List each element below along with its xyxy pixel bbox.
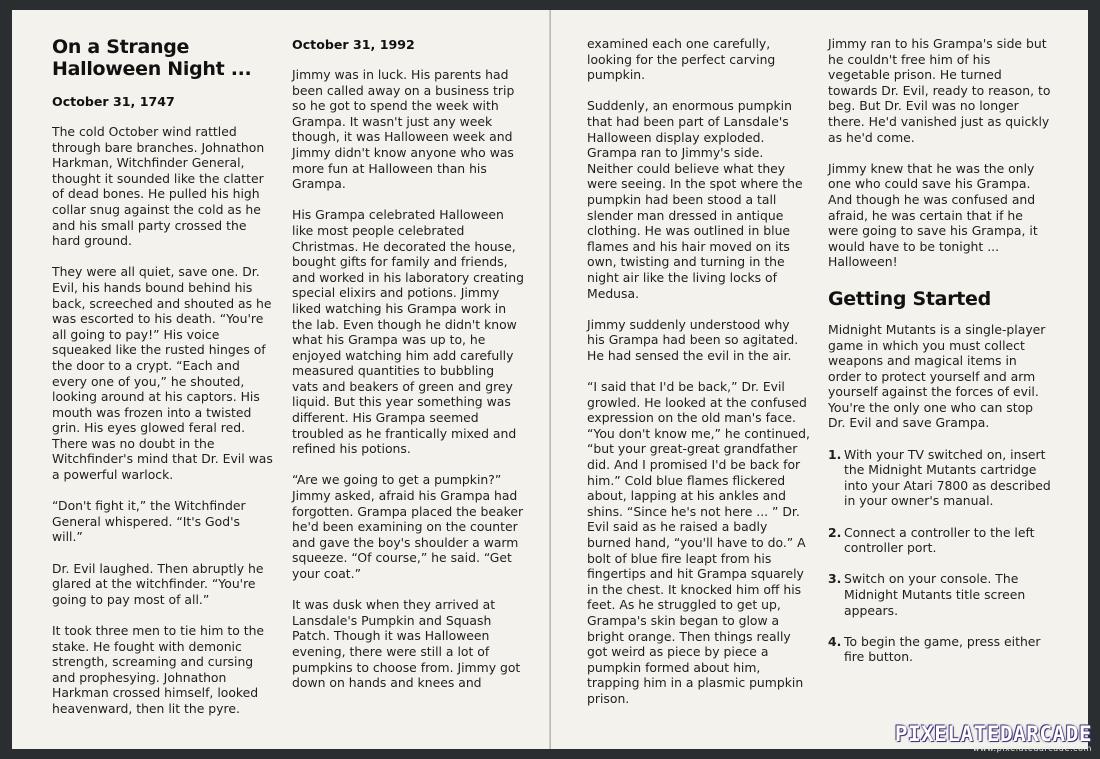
paragraph: Suddenly, an enormous pumpkin that had been part of Lansdale's Halloween display exploded. Grampa ran to Jimmy's side. Neither could believe what they were seeing. In the spot where the pumpkin had been stood a tall slender man dressed in antique clothing. He was outlined in blue flames and his hair moved on its own, twisting and turning in the night air like the living locks of Medusa.: [587, 98, 803, 301]
step-number: 3.: [828, 571, 842, 587]
intro-paragraph: Midnight Mutants is a single-player game in which you must collect weapons and magical items in order to protect yourself and arm yourself against the forces of evil. You're the only one who can stop Dr. Evil and save Grampa.: [828, 321, 1046, 431]
paragraph: His Grampa celebrated Halloween like most people celebrated Christmas. He decorated the house, bought gifts for family and friends, and worked in his laboratory creating special elixirs and potions. Jimmy liked watching his Grampa work in the lab. Even though he didn't know what his Grampa was up to, he enjoyed watching him add carefully measured quantities to bubbling vats and beakers of green and grey liquid. But this year something was different. His Grampa seemed troubled as he frantically mixed and refined his potions.: [292, 207, 524, 457]
paragraph: Jimmy was in luck. His parents had been called away on a business trip so he got to spend the week with Grampa. It wasn't just any week though, it was Halloween week and Jimmy didn't know anyone who was more fun at Halloween than his Grampa.: [292, 67, 515, 192]
paragraph: Jimmy ran to his Grampa's side but he couldn't free him of his vegetable prison. He turned towards Dr. Evil, ready to reason, to beg. But Dr. Evil was no longer there. He'd vanished just as quickly as he'd come.: [828, 36, 1051, 145]
paragraph: “Are we going to get a pumpkin?” Jimmy asked, afraid his Grampa had forgotten. Grampa placed the beaker he'd been examining on the counter and gave the boy's shoulder a warm squeeze. “Of course,” he said. “Get your coat.”: [292, 472, 524, 581]
paragraph: Jimmy knew that he was the only one who could save his Grampa. And though he was confused and afraid, he was certain that if he were going to save his Grampa, it would have to be tonight ... Halloween!: [828, 160, 1038, 270]
paragraph: “I said that I'd be back,” Dr. Evil growled. He looked at the confused expression on the old man's face. “You don't know me,” he continued, “but your great-great grandfather did. And I promised I'd be back for him.” Cold blue flames flickered about, lapping at his ankles and shins. “Since he's not here ... ” Dr. Evil said as he raised a badly burned hand, “you'll have to do.” A bolt of blue fire leapt from his fingertips and hit Grampa squarely in the chest. It knocked him off his feet. As he struggled to get up, Grampa's skin began to glow a bright orange. Then things really got weird as piece by piece a pumpkin formed about him, trapping him in a plasmic pumpkin prison.: [587, 379, 810, 706]
paragraph: It took three men to tie him to the stake. He fought with demonic strength, screaming and cursing and prophesying. Johnathon Harkman crossed himself, looked heavenward, then lit the pyre.: [52, 623, 265, 716]
steps-list: [828, 447, 1053, 665]
watermark-logo-text: PIXELATEDARCADE: [894, 722, 1092, 746]
paragraph: examined each one carefully, looking for the perfect carving pumpkin.: [587, 36, 776, 83]
paragraph: Jimmy suddenly understood why his Grampa had been so agitated. He had sensed the evil in the air.: [587, 316, 799, 363]
step-item: [828, 571, 1053, 618]
step-item: [828, 447, 1053, 509]
right-column-1: [587, 36, 811, 722]
paragraph: They were all quiet, save one. Dr. Evil, his hands bound behind his back, screeched and shouted as he was escorted to his death. “You're all going to pay!” His voice squeaked like the rusted hinges of the door to a crypt. “Each and every one of you,” he shouted, looking around at his captors. His mouth was frozen into a twisted grin. His eyes glowed feral red. There was no doubt in the Witchfinder's mind that Dr. Evil was a powerful warlock.: [52, 264, 273, 483]
right-page: [551, 10, 1088, 749]
step-text: To begin the game, press either fire button.: [844, 633, 1041, 665]
paragraph: The cold October wind rattled through bare branches. Johnathon Harkman, Witchfinder General, thought it sounded like the clatter of dead bones. He pulled his high collar snug against the cold as he and his small party crossed the hard ground.: [52, 124, 265, 249]
left-column-1: [52, 36, 274, 732]
date-heading-1992: October 31, 1992: [292, 37, 415, 52]
paragraph: Dr. Evil laughed. Then abruptly he glared at the witchfinder. “You're going to pay most of all.”: [52, 560, 264, 607]
section-title-getting-started: Getting Started: [828, 287, 991, 310]
step-number: 2.: [828, 524, 842, 540]
left-page: [12, 10, 550, 749]
step-text: Switch on your console. The Midnight Mutants title screen appears.: [844, 571, 1026, 618]
pixelatedarcade-watermark: [895, 722, 1092, 753]
step-text: Connect a controller to the left controller port.: [844, 524, 1035, 556]
date-heading-1747: October 31, 1747: [52, 94, 175, 109]
watermark-url: www.pixelatedarcade.com: [972, 744, 1092, 753]
step-item: [828, 525, 1053, 556]
step-number: 1.: [828, 446, 842, 462]
step-text: With your TV switched on, insert the Midnight Mutants cartridge into your Atari 7800 as described in your owner's manual.: [844, 446, 1051, 509]
paragraph: It was dusk when they arrived at Lansdale's Pumpkin and Squash Patch. Though it was Halloween evening, there were still a lot of pumpkins to choose from. Jimmy got down on hands and knees and: [292, 597, 521, 691]
paragraph: “Don't fight it,” the Witchfinder General whispered. “It's God's will.”: [52, 498, 246, 545]
step-number: 4.: [828, 633, 842, 649]
left-column-2: [292, 37, 524, 706]
step-item: [828, 634, 1053, 665]
right-column-2: [828, 36, 1053, 681]
story-title: On a Strange Halloween Night ...: [52, 36, 252, 80]
